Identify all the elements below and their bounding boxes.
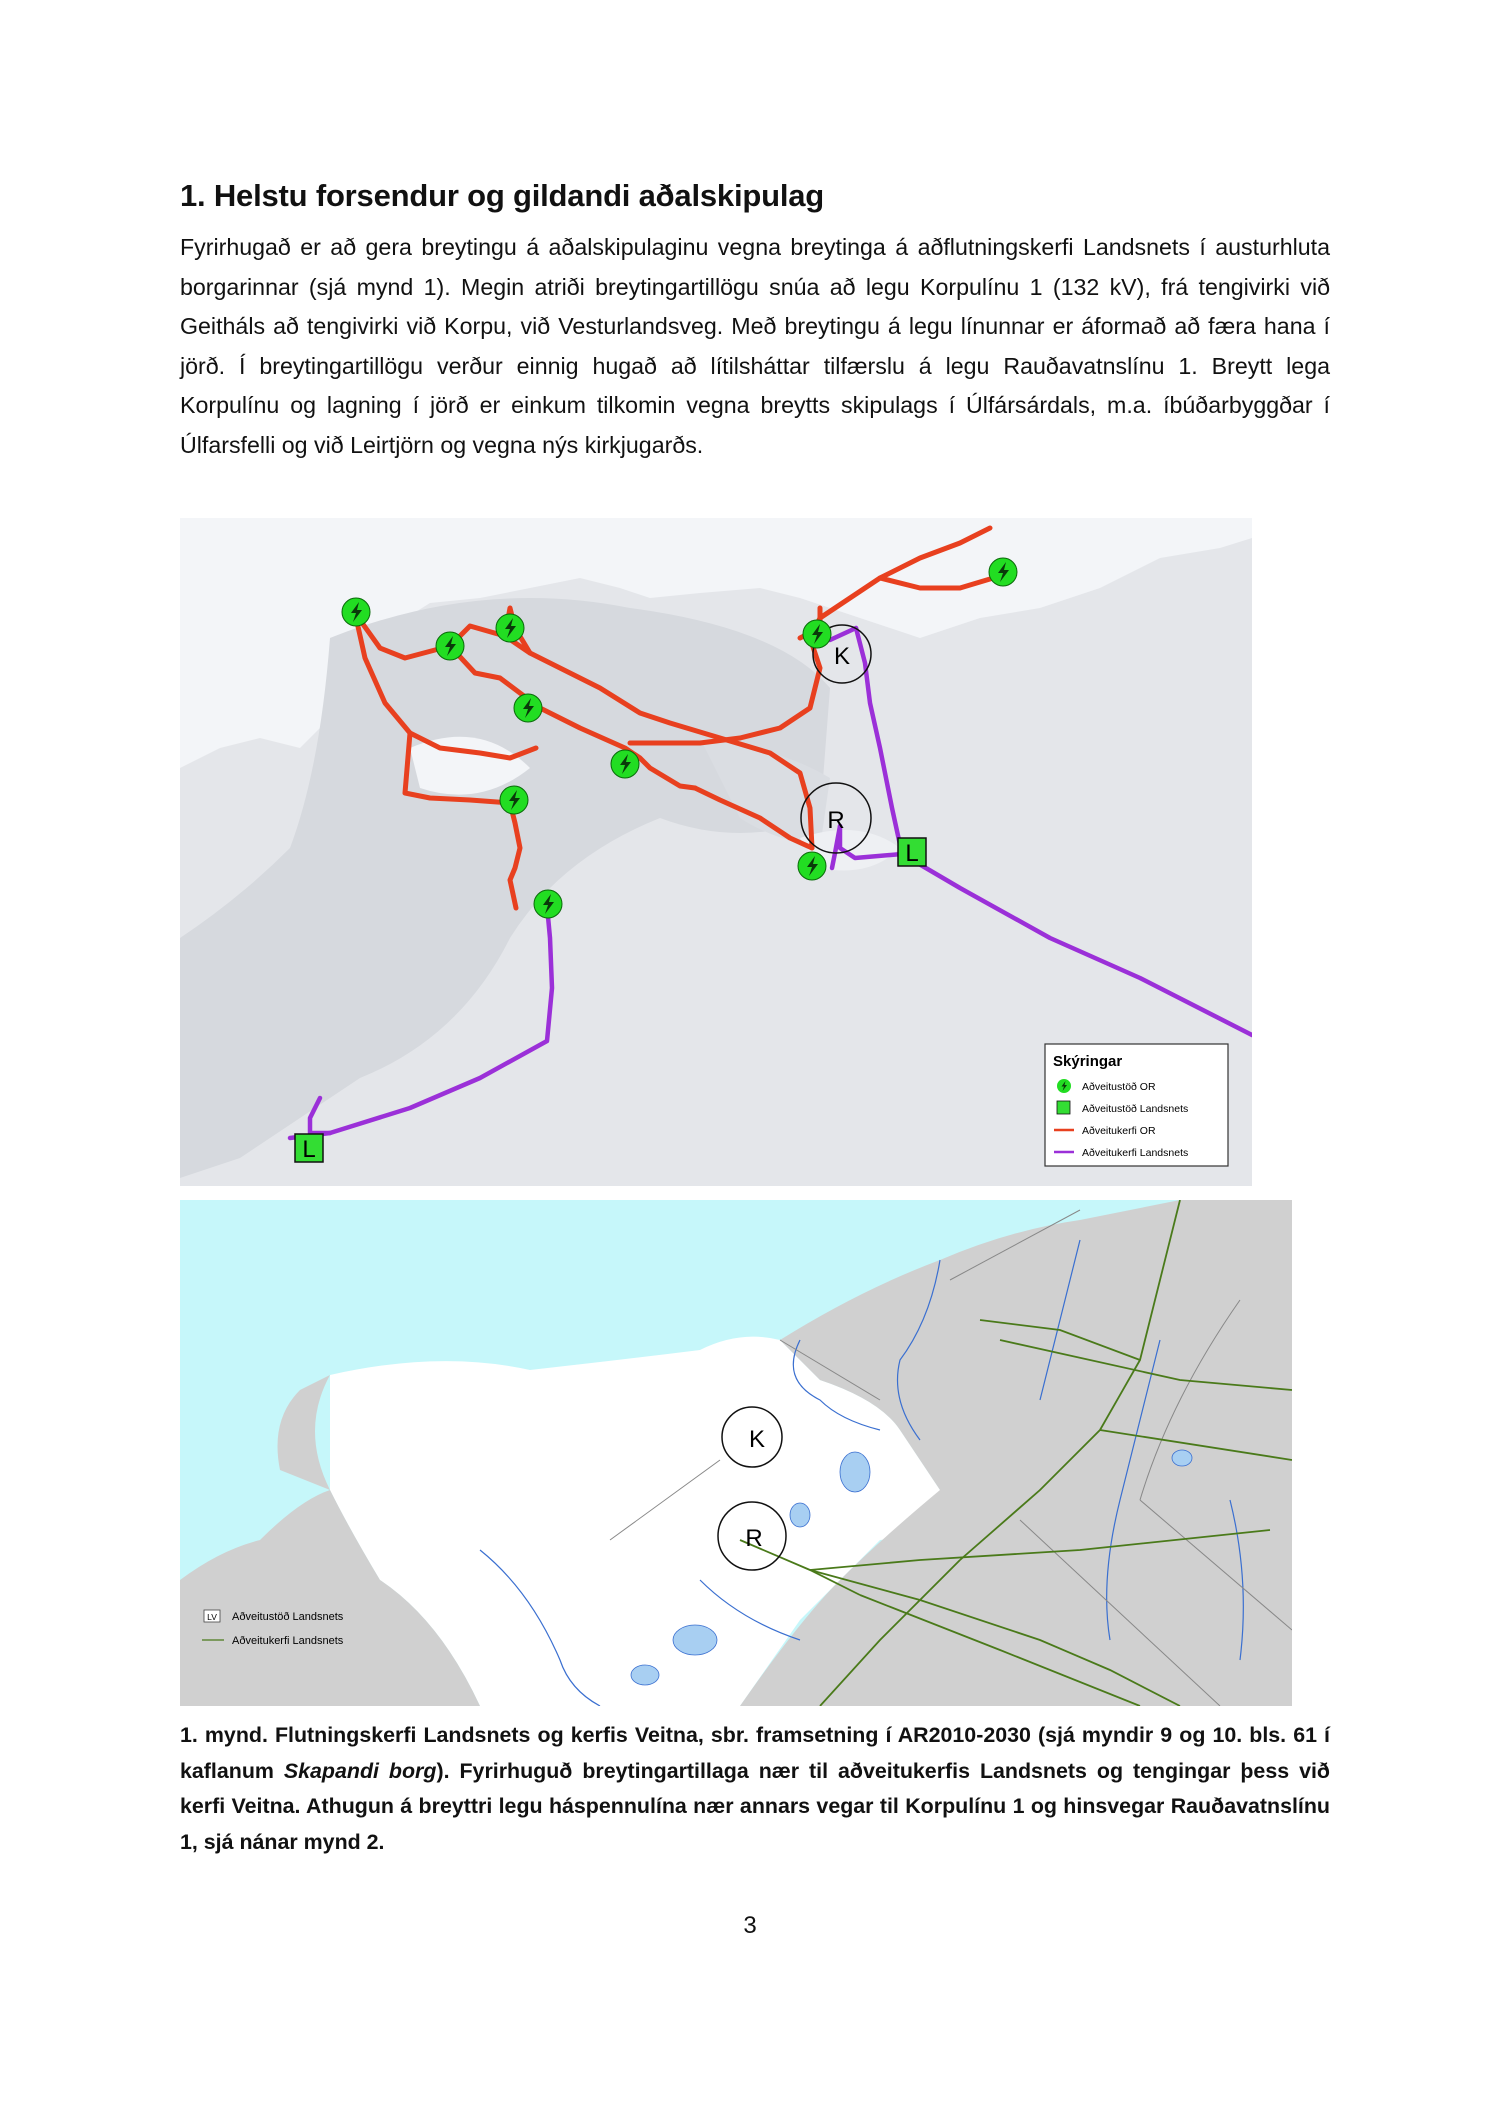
or-substation-icon: [436, 632, 464, 660]
svg-text:R: R: [745, 1525, 763, 1552]
svg-text:Aðveitukerfi Landsnets: Aðveitukerfi Landsnets: [1082, 1147, 1189, 1159]
svg-text:Skýringar: Skýringar: [1053, 1053, 1123, 1070]
map-power-network-or: [180, 518, 1252, 1186]
legend-landsnet-substation-icon: [1057, 1101, 1070, 1114]
intro-paragraph: Fyrirhugað er að gera breytingu á aðalskipulaginu vegna breytinga á aðflutningskerfi Landsnets í austurhluta borgarinnar (sjá mynd 1). Megin atriði breytingartillögu snúa að legu Korpulínu 1 (132 kV), frá tengivirki við Geitháls að tengivirki við Korpu, við Vesturlandsveg. Með breytingu á legu línunnar er áformað að færa hana í jörð. Í breytingartillögu verður einnig hugað að lítilsháttar tilfærslu á legu Rauðavatnslínu 1. Breytt lega Korpulínu og lagning í jörð er einkum tilkomin vegna breytts skipulags í Úlfársárdals, m.a. íbúðarbyggðar í Úlfarsfelli og við Leirtjörn og vegna nýs kirkjugarðs.: [180, 234, 1330, 458]
or-substation-icon: [803, 620, 831, 648]
figure-caption: [180, 1718, 1330, 1860]
or-substation-icon: [496, 614, 524, 642]
map1-legend: [1045, 1044, 1228, 1166]
or-substation-icon: [342, 598, 370, 626]
svg-text:L: L: [302, 1136, 316, 1163]
section-heading: 1. Helstu forsendur og gildandi aðalskipulag: [180, 178, 825, 213]
landsnet-substation: [295, 1134, 323, 1163]
legend-or-substation-icon: [1057, 1079, 1071, 1093]
caption-lead: 1. mynd. Flutningskerfi Landsnets og kerfis Veitna, sbr. framsetning í AR2010-2030 (sjá myndir 9 og 10. bls. 61 í kaflanum: [180, 1723, 1330, 1783]
page-number: 3: [743, 1912, 757, 1939]
caption-italic: Skapandi borg: [283, 1758, 437, 1783]
or-substation-icon: [514, 694, 542, 722]
svg-text:Aðveitustöð Landsnets: Aðveitustöð Landsnets: [1082, 1103, 1189, 1115]
svg-text:R: R: [827, 807, 845, 834]
svg-text:Aðveitukerfi Landsnets: Aðveitukerfi Landsnets: [232, 1635, 344, 1647]
or-substation-icon: [500, 786, 528, 814]
map-power-network-landsnet: [180, 1200, 1292, 1706]
landsnet-substation: [898, 838, 926, 867]
svg-text:K: K: [833, 643, 851, 670]
or-substation-icon: [989, 558, 1017, 586]
svg-text:Aðveitustöð Landsnets: Aðveitustöð Landsnets: [232, 1611, 344, 1623]
svg-text:K: K: [748, 1426, 766, 1453]
svg-text:L: L: [905, 840, 919, 867]
or-substation-icon: [534, 890, 562, 918]
or-substation-icon: [798, 852, 826, 880]
caption-tail: ). Fyrirhuguð breytingartillaga nær til aðveitukerfis Landsnets og tengingar þess við kerfi Veitna. Athugun á breyttri legu háspennulína nær annars vegar til Korpulínu 1 og hinsvegar Rauðavatnslínu 1, sjá nánar mynd 2.: [180, 1758, 1330, 1854]
svg-text:Aðveitukerfi OR: Aðveitukerfi OR: [1082, 1125, 1156, 1137]
or-substation-icon: [611, 750, 639, 778]
svg-text:Aðveitustöð OR: Aðveitustöð OR: [1082, 1081, 1156, 1093]
svg-text:LV: LV: [207, 1612, 217, 1622]
